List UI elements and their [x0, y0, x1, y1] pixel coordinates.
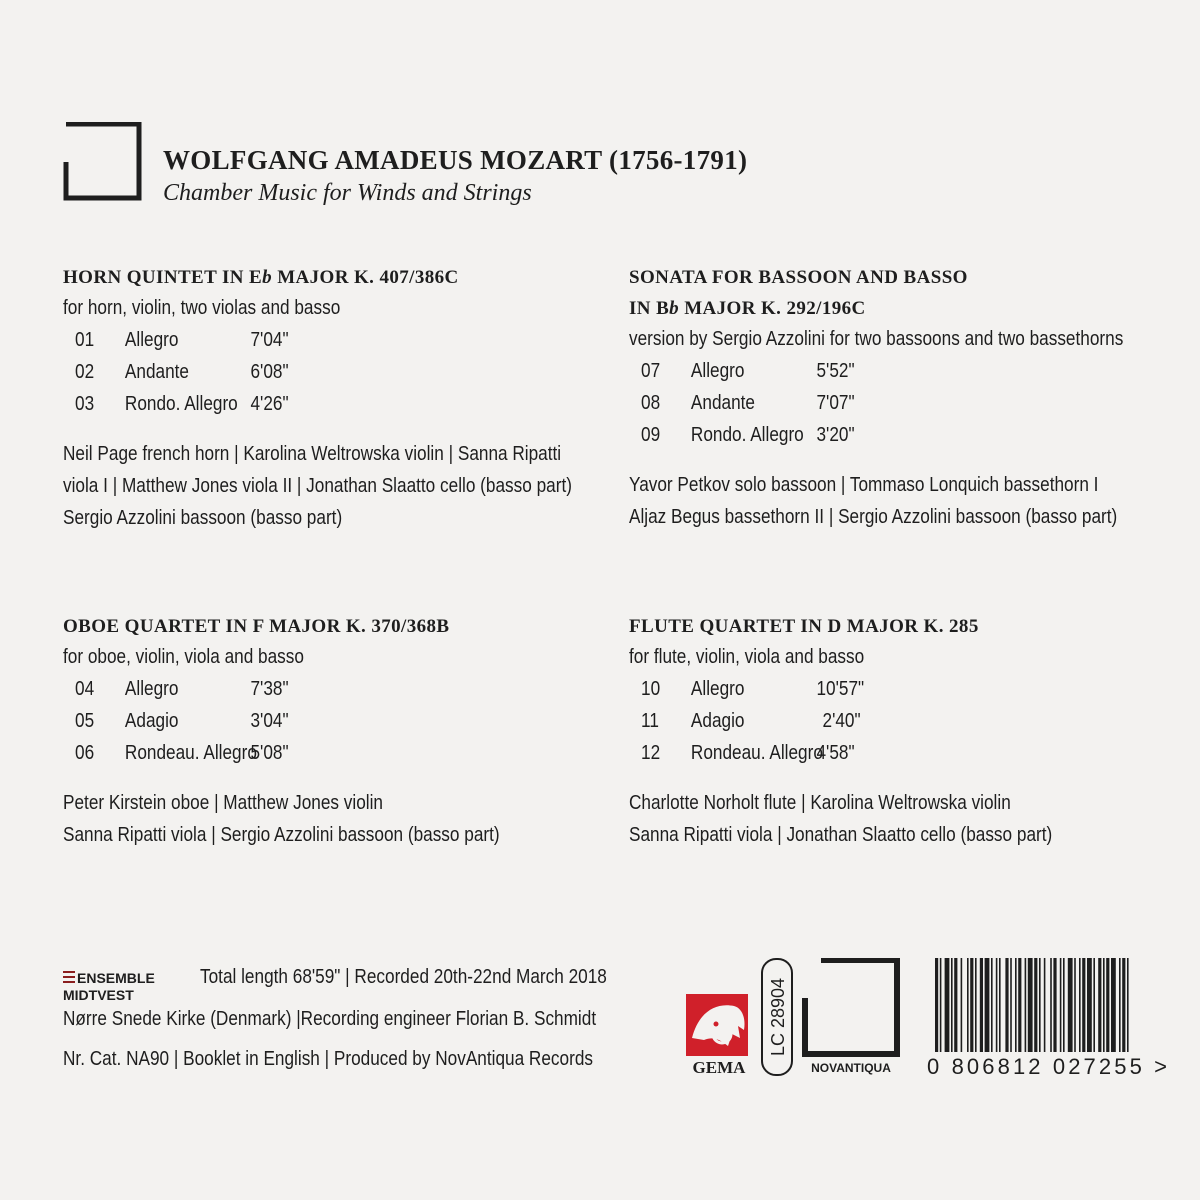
track-row: 11 Adagio 2'40"	[641, 710, 861, 732]
performer-line: Yavor Petkov solo bassoon | Tommaso Lonquich bassethorn I	[629, 474, 1099, 496]
svg-text:LC 28904: LC 28904	[768, 977, 788, 1057]
footer-line-2: Nørre Snede Kirke (Denmark) |Recording engineer Florian B. Schmidt	[63, 1008, 597, 1030]
track-row: 05 Adagio 3'04"	[75, 710, 289, 732]
work-title-line1: SONATA FOR BASSOON AND BASSO	[629, 267, 968, 288]
work-scoring: for oboe, violin, viola and basso	[63, 646, 304, 668]
work-scoring: version by Sergio Azzolini for two bassoons and two bassethorns	[629, 328, 1124, 350]
performers	[63, 438, 603, 534]
footer-line-1: Total length 68'59" | Recorded 20th-22nd March 2018	[200, 966, 607, 988]
track-row: 08 Andante 7'07"	[641, 392, 855, 414]
barcode-icon	[925, 958, 1170, 1076]
performer-line: Sergio Azzolini bassoon (basso part)	[63, 507, 343, 529]
performer-line: Aljaz Begus bassethorn II | Sergio Azzolini bassoon (basso part)	[629, 506, 1118, 528]
performers	[629, 787, 1169, 851]
work-title-line2: IN Bb MAJOR K. 292/196C	[629, 298, 866, 319]
track-row: 03 Rondo. Allegro 4'26"	[75, 393, 289, 415]
track-row: 12 Rondeau. Allegro 4'58"	[641, 742, 855, 764]
work-oboe-quartet	[63, 612, 603, 851]
work-title: OBOE QUARTET IN F MAJOR K. 370/368B	[63, 616, 450, 637]
work-horn-quintet	[63, 263, 603, 534]
novantiqua-logo-icon	[63, 122, 142, 201]
work-scoring: for horn, violin, two violas and basso	[63, 297, 341, 319]
track-row: 02 Andante 6'08"	[75, 361, 289, 383]
track-row: 01 Allegro 7'04"	[75, 329, 289, 351]
work-title: FLUTE QUARTET IN D MAJOR K. 285	[629, 616, 979, 637]
svg-text:0 806812 027255 >: 0 806812 027255 >	[927, 1054, 1167, 1076]
composer-title: WOLFGANG AMADEUS MOZART (1756-1791)	[163, 145, 748, 175]
performer-line: viola I | Matthew Jones viola II | Jonathan Slaatto cello (basso part)	[63, 475, 572, 497]
track-row: 09 Rondo. Allegro 3'20"	[641, 424, 855, 446]
svg-text:ENSEMBLE: ENSEMBLE	[77, 970, 155, 986]
footer-line-3: Nr. Cat. NA90 | Booklet in English | Produced by NovAntiqua Records	[63, 1048, 593, 1070]
performers	[63, 787, 603, 851]
ensemble-midtvest-logo-icon	[63, 969, 188, 1003]
svg-text:GEMA: GEMA	[692, 1058, 746, 1076]
track-row: 10 Allegro 10'57"	[641, 678, 865, 700]
performer-line: Sanna Ripatti viola | Sergio Azzolini bassoon (basso part)	[63, 824, 500, 846]
album-subtitle: Chamber Music for Winds and Strings	[163, 180, 532, 206]
work-flute-quartet	[629, 612, 1169, 851]
novantiqua-label-logo-icon	[801, 958, 901, 1076]
track-row: 06 Rondeau. Allegro 5'08"	[75, 742, 289, 764]
performer-line: Peter Kirstein oboe | Matthew Jones violin	[63, 792, 383, 814]
performer-line: Sanna Ripatti viola | Jonathan Slaatto cello (basso part)	[629, 824, 1053, 846]
svg-text:NOVANTIQUA: NOVANTIQUA	[811, 1061, 891, 1075]
track-row: 07 Allegro 5'52"	[641, 360, 855, 382]
gema-logo-icon	[684, 990, 754, 1076]
work-bassoon-sonata	[629, 263, 1169, 533]
track-row: 04 Allegro 7'38"	[75, 678, 289, 700]
work-title: HORN QUINTET IN Eb MAJOR K. 407/386C	[63, 267, 459, 288]
svg-text:MIDTVEST: MIDTVEST	[63, 987, 134, 1003]
performer-line: Neil Page french horn | Karolina Weltrowska violin | Sanna Ripatti	[63, 443, 562, 465]
work-scoring: for flute, violin, viola and basso	[629, 646, 865, 668]
performer-line: Charlotte Norholt flute | Karolina Weltrowska violin	[629, 792, 1011, 814]
performers	[629, 469, 1169, 533]
label-code-icon	[761, 958, 793, 1076]
